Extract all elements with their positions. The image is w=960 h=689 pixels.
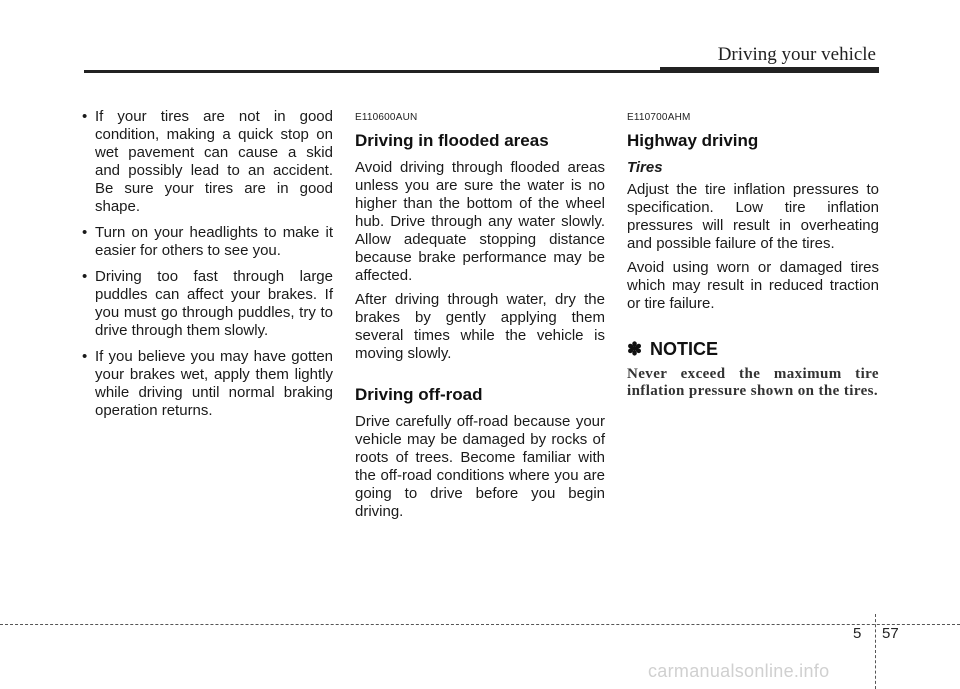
section-heading-offroad: Driving off-road xyxy=(355,385,483,404)
column-right xyxy=(627,108,879,400)
bullet-item: • Driving too fast through large puddles can affect your brakes. If you must go through puddles, try to drive through them slowly. xyxy=(77,268,333,340)
notice-heading xyxy=(627,339,879,360)
header-rule-thick xyxy=(660,67,879,73)
bullet-list xyxy=(77,108,333,420)
section-code: E110700AHM xyxy=(627,112,691,123)
page-number-divider xyxy=(875,614,876,689)
footer-rule xyxy=(0,624,960,625)
bullet-item: • Turn on your headlights to make it easier for others to see you. xyxy=(77,224,333,260)
paragraph: Adjust the tire inflation pressures to specification. Low tire inflation pressures will result in overheating and possible failure of the tires. xyxy=(627,181,879,252)
section-code: E110600AUN xyxy=(355,112,418,123)
paragraph: Avoid driving through flooded areas unless you are sure the water is no higher than the bottom of the wheel hub. Drive through any water slowly. Allow adequate stopping distance because brake performance may be affected. xyxy=(355,159,605,284)
section-heading-flooded: Driving in flooded areas xyxy=(355,131,549,150)
bullet-item: • If you believe you may have gotten your brakes wet, apply them lightly while driving until normal braking operation returns. xyxy=(77,348,333,420)
notice-body: Never exceed the maximum tire inflation pressure shown on the tires. xyxy=(627,366,879,399)
bullet-item: • If your tires are not in good condition, making a quick stop on wet pavement can cause a skid and possibly lead to an accident. Be sure your tires are in good shape. xyxy=(77,108,333,216)
paragraph: Drive carefully off-road because your vehicle may be damaged by rocks of roots of trees. Become familiar with the off-road conditions where you are going to drive before you begin driving. xyxy=(355,413,605,520)
page-number: 57 xyxy=(882,625,899,642)
section-heading-highway: Highway driving xyxy=(627,131,759,150)
watermark: carmanualsonline.info xyxy=(648,661,830,681)
subheading-tires: Tires xyxy=(627,159,663,176)
paragraph: After driving through water, dry the brakes by gently applying them several times while the vehicle is moving slowly. xyxy=(355,291,605,362)
column-middle xyxy=(355,108,605,527)
chapter-number: 5 xyxy=(853,625,862,642)
paragraph: Avoid using worn or damaged tires which may result in reduced traction or tire failure. xyxy=(627,259,879,312)
column-left xyxy=(77,108,333,428)
header-title: Driving your vehicle xyxy=(717,44,876,65)
notice-star-icon: ✽ xyxy=(627,339,643,359)
notice-title: NOTICE xyxy=(650,339,719,359)
